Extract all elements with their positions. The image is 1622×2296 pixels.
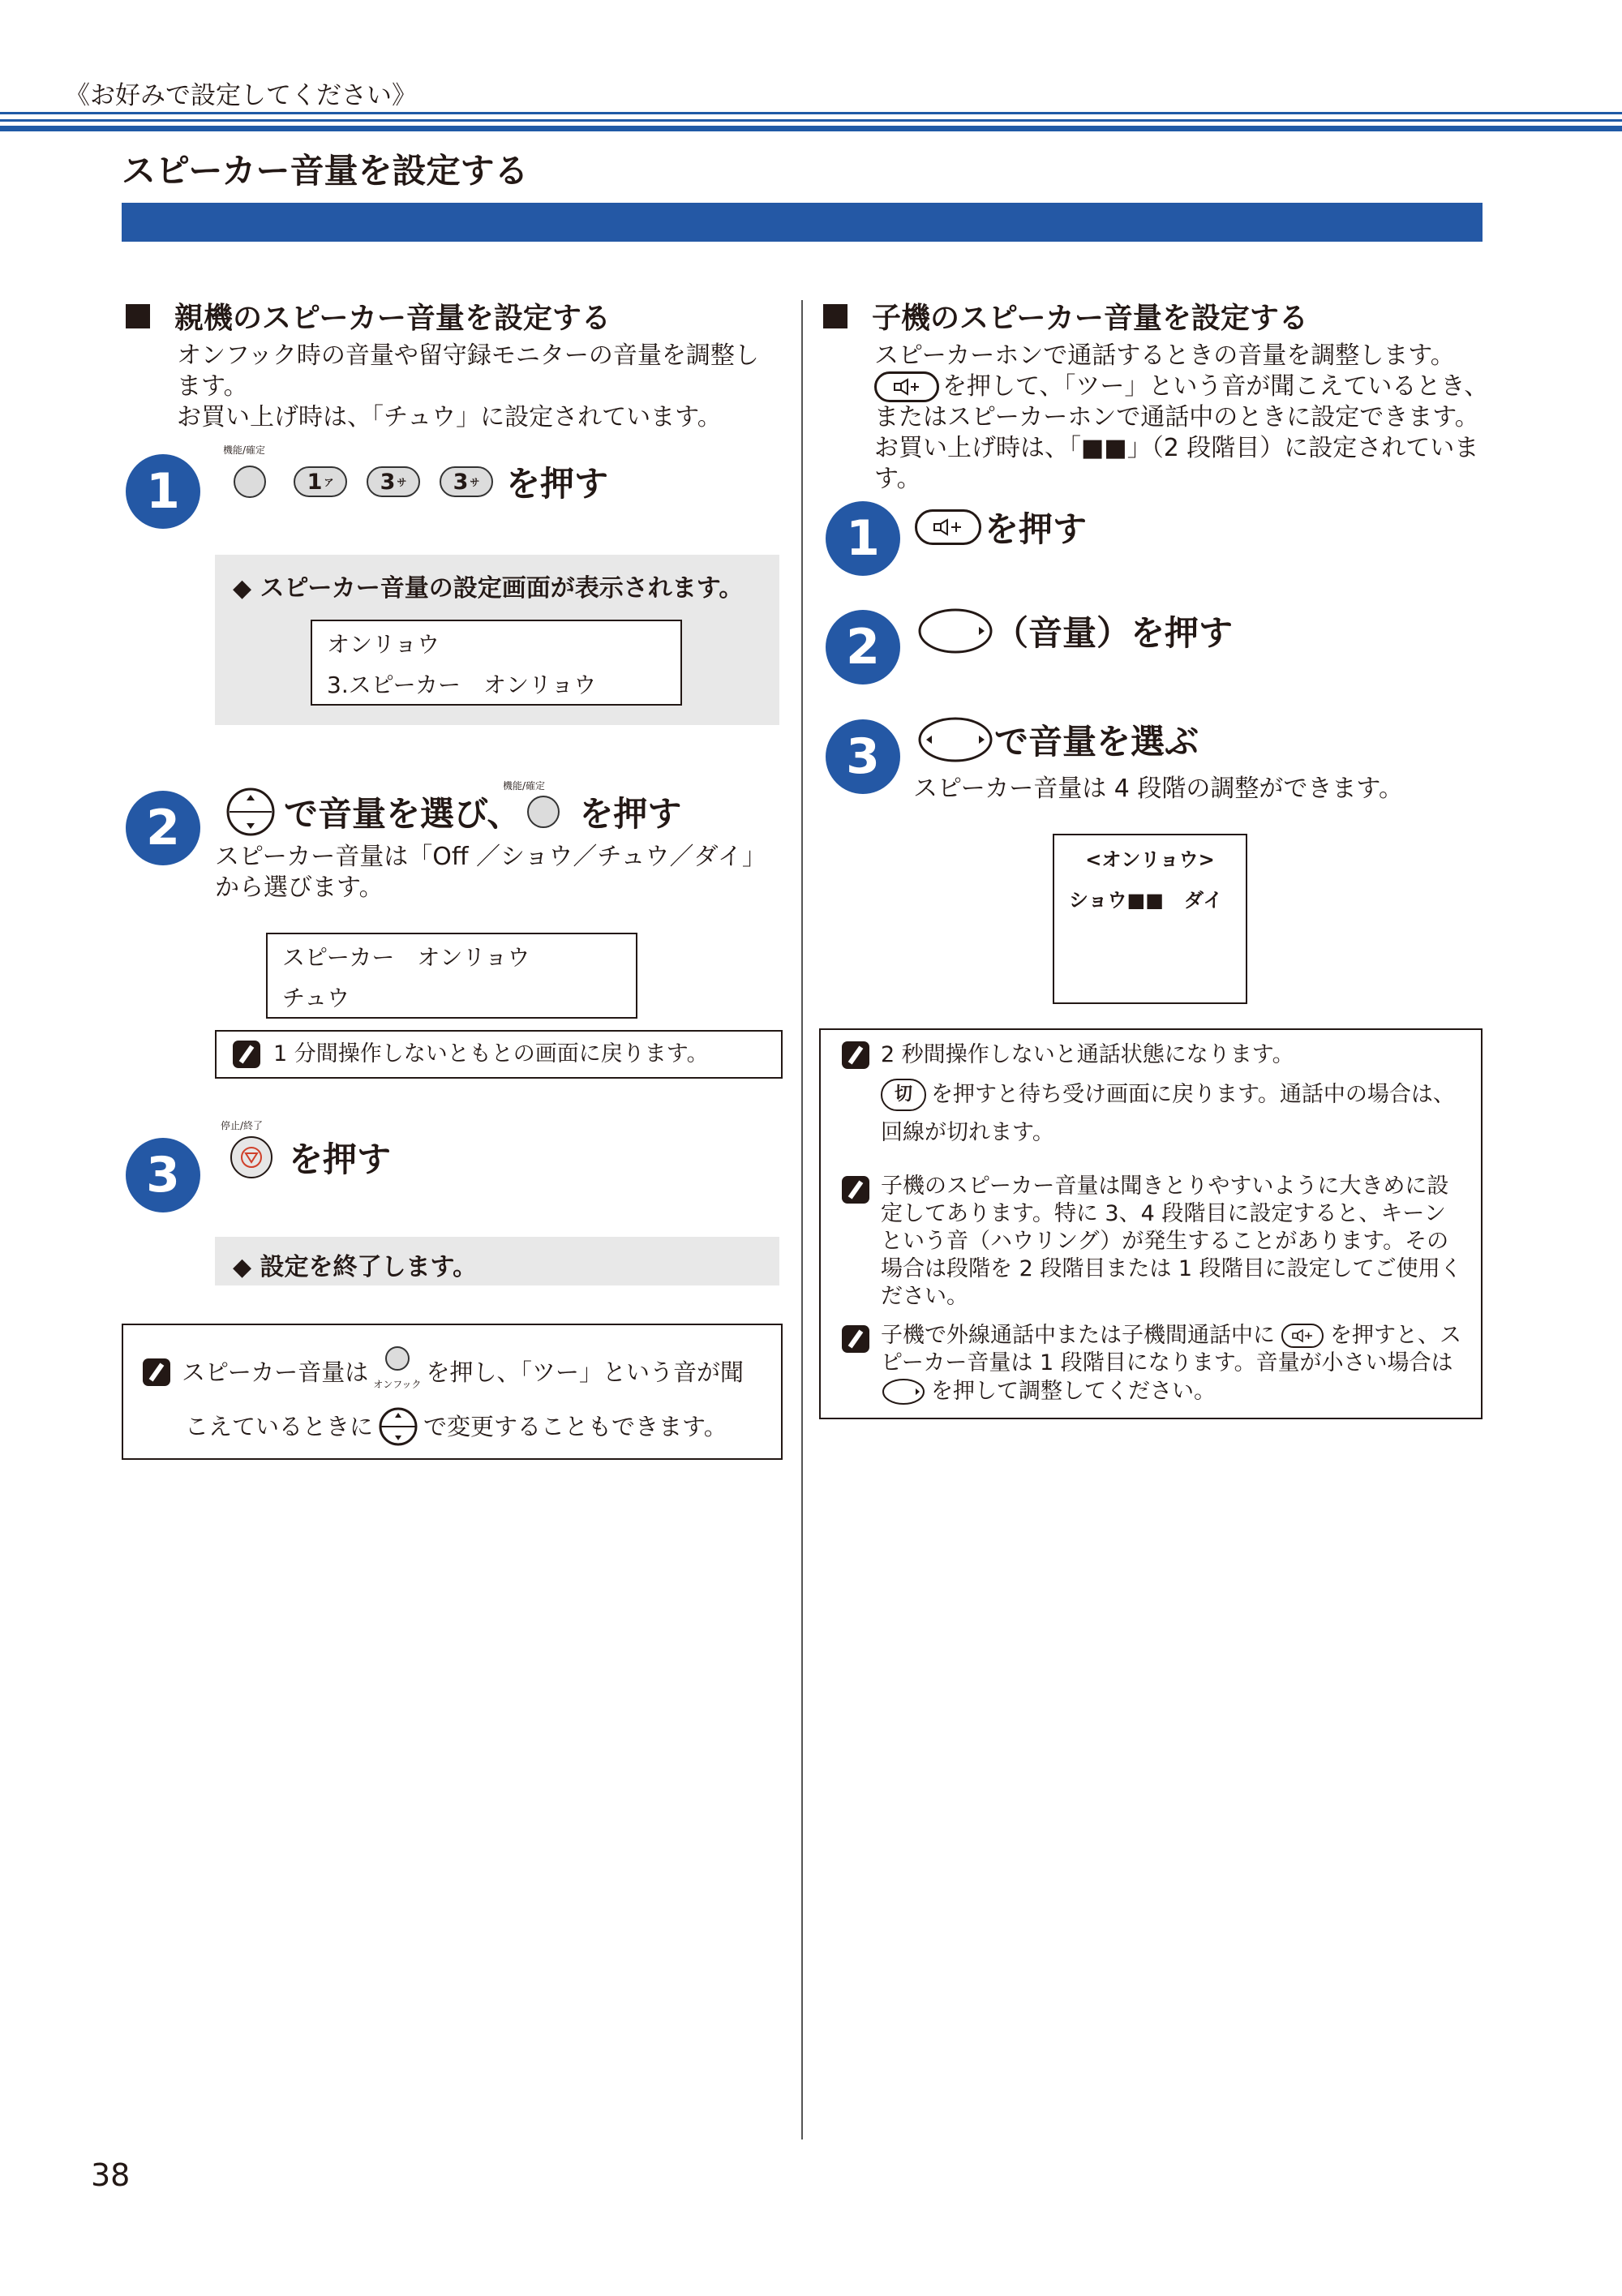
step-2-circle: 2 — [126, 791, 200, 865]
volume-key-icon — [916, 607, 994, 655]
right-intro-line: スピーカーホンで通話するときの音量を調整します。 — [874, 341, 1455, 370]
right-step-3-head — [916, 715, 1199, 764]
left-section-heading — [126, 295, 611, 337]
right-intro-line: を押して、「ツー」という音が聞こえているとき、 — [874, 371, 1507, 402]
dial-key-1-icon: 1 ア — [294, 466, 347, 497]
right-intro — [874, 341, 1507, 495]
right-intro-line: またはスピーカーホンで通話中のときに設定できます。 — [874, 403, 1479, 431]
lcd-title: <オンリョウ> — [1085, 848, 1215, 871]
note-2-text: 子機のスピーカー音量は聞きとりやすいように大きめに設 定してあります。特に 3、4 段階目に設定すると、キーン という音（ハウリング）が発生することがあります。その 場合は段階を 2 段階目または 1 段階目に設定してご使用く ださい。 — [881, 1174, 1462, 1309]
function-confirm-button-icon — [527, 796, 560, 828]
step-action-text: を押す — [579, 794, 682, 834]
lcd-display — [266, 933, 637, 1019]
column-divider — [801, 300, 803, 2139]
lcd-max-label: ダイ — [1184, 889, 1223, 912]
step-3-circle: 3 — [126, 1138, 200, 1212]
note-line: こえているときに で変更することもできます。 — [185, 1406, 727, 1447]
speaker-key-icon — [874, 371, 939, 402]
right-step-3-desc: スピーカー音量は 4 段階の調整ができます。 — [913, 775, 1403, 803]
note-line: 2 秒間操作しないと通話状態になります。 — [842, 1041, 1294, 1069]
result-text: ◆ 設定を終了します。 — [233, 1253, 478, 1281]
left-step-2-head — [225, 787, 681, 837]
note-line: 回線が切れます。 — [881, 1120, 1054, 1145]
lcd-line: 3.スピーカー オンリョウ — [327, 672, 597, 698]
left-step-1-head — [234, 457, 608, 506]
left-intro-line: オンフック時の音量や留守録モニターの音量を調整し — [177, 341, 759, 370]
header-rule-top — [0, 112, 1622, 114]
up-down-key-icon — [378, 1406, 418, 1447]
step-1-circle: 1 — [126, 454, 200, 529]
desc-line: から選びます。 — [215, 873, 384, 902]
square-bullet-icon — [823, 304, 847, 328]
step-action-text: で音量を選ぶ — [994, 722, 1199, 762]
breadcrumb: 《お好みで設定してください》 — [65, 81, 417, 110]
step-action-text: を押す — [985, 509, 1088, 549]
note-text: 1 分間操作しないともとの画面に戻ります。 — [273, 1041, 709, 1066]
left-intro — [177, 341, 793, 433]
memo-icon — [233, 1041, 260, 1068]
step-action-text: を押す — [506, 464, 609, 504]
end-call-key-icon: 切 — [881, 1079, 926, 1111]
page-number: 38 — [91, 2157, 131, 2193]
volume-key-icon — [881, 1377, 926, 1406]
stop-end-button-icon — [229, 1135, 274, 1180]
step-action-text: で音量を選び、 — [284, 794, 521, 834]
up-down-key-icon — [225, 787, 276, 837]
left-intro-line: お買い上げ時は、「チュウ」に設定されています。 — [177, 403, 722, 431]
dial-key-3-icon: 3 サ — [367, 466, 420, 497]
lcd-line: スピーカー オンリョウ — [282, 944, 530, 971]
right-intro-line: お買い上げ時は、「■■」（2 段階目）に設定されています。 — [874, 434, 1479, 493]
note-line: スピーカー音量は オンフック を押し、「ツー」という音が聞 — [143, 1346, 744, 1398]
memo-icon — [842, 1325, 869, 1353]
header-rule-bottom — [0, 126, 1622, 131]
left-right-key-icon — [916, 715, 994, 764]
lcd-line: オンリョウ — [327, 631, 440, 658]
lcd-volume-level: ショウ■■ — [1069, 889, 1164, 912]
result-text: ◆ スピーカー音量の設定画面が表示されます。 — [233, 574, 744, 603]
left-step-2-note — [215, 1030, 783, 1079]
step-1-circle: 1 — [826, 501, 900, 576]
right-step-2-head — [916, 607, 1233, 655]
memo-icon — [842, 1041, 869, 1069]
memo-icon — [143, 1358, 170, 1386]
dial-key-3-icon: 3 サ — [440, 466, 493, 497]
memo-icon — [842, 1176, 869, 1204]
step-action-text: （音量）を押す — [994, 613, 1234, 653]
note-3-text: 子機で外線通話中または子機間通話中に を押すと、ス ピーカー音量は 1 段階目になります。音量が小さい場合は を押して調整してください。 — [881, 1322, 1473, 1406]
right-notes-box — [819, 1028, 1483, 1419]
right-section-heading — [823, 295, 1308, 337]
square-bullet-icon — [126, 304, 150, 328]
function-key-label: 機能/確定 — [503, 780, 546, 792]
right-heading-text: 子機のスピーカー音量を設定する — [872, 302, 1308, 335]
left-heading-text: 親機のスピーカー音量を設定する — [174, 302, 611, 335]
function-confirm-button-icon — [234, 466, 266, 498]
title-band — [122, 203, 1483, 242]
onhook-button-icon: オンフック — [373, 1346, 421, 1398]
note-line: 切 を押すと待ち受け画面に戻ります。通話中の場合は、 — [881, 1079, 1455, 1111]
left-step-3-head — [229, 1133, 391, 1182]
left-step-1-result-box — [215, 555, 779, 725]
step-action-text: を押す — [289, 1139, 392, 1179]
desc-line: スピーカー音量は「Off ／ショウ／チュウ／ダイ」 — [215, 843, 766, 871]
step-3-circle: 3 — [826, 719, 900, 794]
stop-key-label: 停止/終了 — [221, 1120, 264, 1131]
left-step-2-desc — [215, 842, 799, 903]
header-rule-mid — [0, 119, 1622, 122]
step-2-circle: 2 — [826, 610, 900, 685]
left-bottom-note — [122, 1324, 783, 1460]
speaker-key-icon — [915, 509, 981, 545]
handset-lcd-display — [1053, 834, 1247, 1004]
page-title: スピーカー音量を設定する — [122, 151, 529, 191]
left-step-3-result-box — [215, 1237, 779, 1285]
left-intro-line: ます。 — [177, 372, 248, 401]
right-step-1-head — [915, 503, 1087, 551]
lcd-line: チュウ — [282, 985, 350, 1011]
speaker-key-icon — [1281, 1324, 1324, 1348]
lcd-display — [311, 620, 682, 706]
function-key-label: 機能/確定 — [223, 444, 266, 456]
